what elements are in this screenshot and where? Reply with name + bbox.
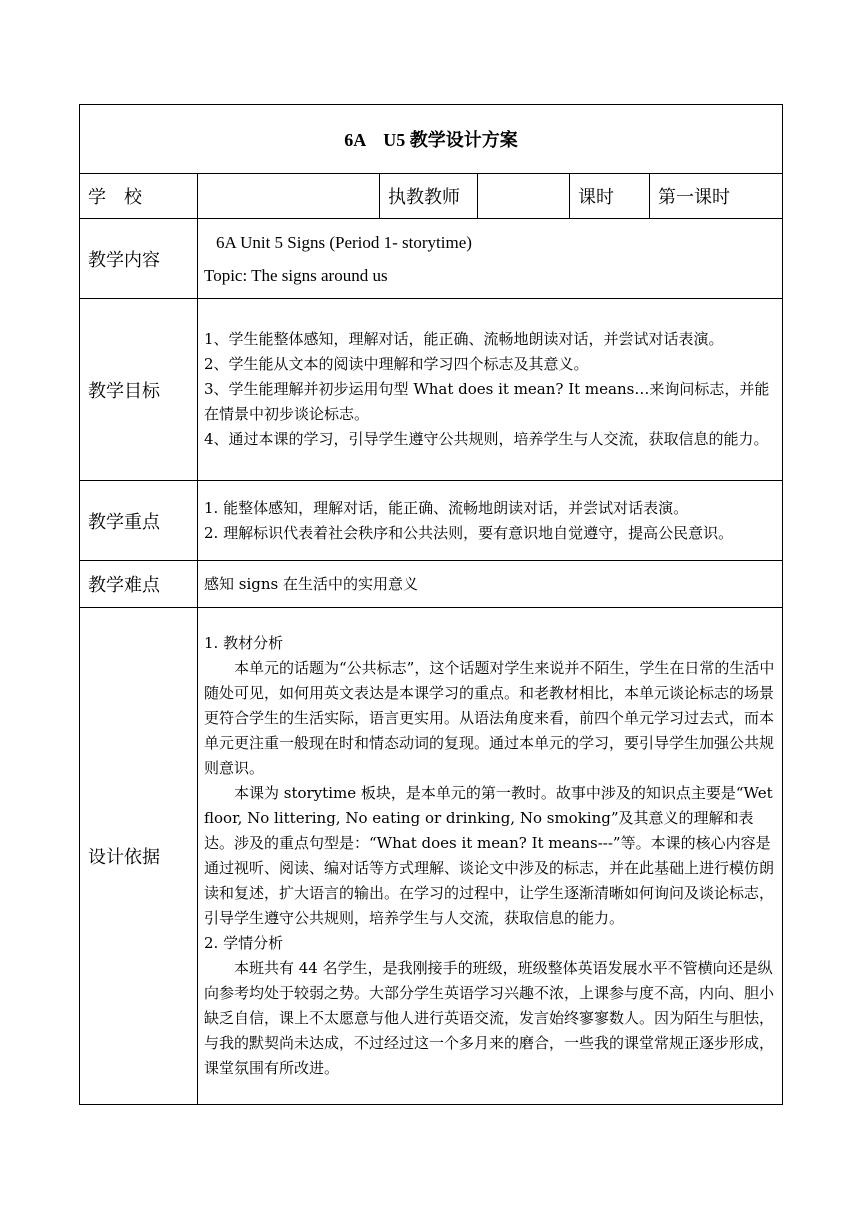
school-value [198,174,380,219]
key-point-item-1: 1. 能整体感知，理解对话，能正确、流畅地朗读对话，并尝试对话表演。 [204,498,689,517]
objective-item-4: 4、通过本课的学习，引导学生遵守公共规则，培养学生与人交流，获取信息的能力。 [204,430,769,448]
content-line-2: Topic: The signs around us [204,265,388,285]
content-cell [198,219,783,299]
difficulties-label: 教学难点 [80,561,198,608]
key-points-label: 教学重点 [80,481,198,561]
basis-section1-title: 1. 教材分析 [204,634,284,652]
document-title: 6A U5 教学设计方案 [80,105,783,174]
basis-label: 设计依据 [80,608,198,1105]
basis-section1-paragraph1: 本单元的话题为“公共标志”，这个话题对学生来说并不陌生，学生在日常的生活中随处可见，如何用英文表达是本课学习的重点。和老教材相比，本单元谈论标志的场景更符合学生的生活实际，语言更实用。从语法角度来看，前四个单元学习过去式，而本单元更注重一般现在时和情态动词的复现。通过本单元的学习，要引导学生加强公共规则意识。 [204,659,775,777]
teacher-label: 执教教师 [380,174,478,219]
objectives-label: 教学目标 [80,299,198,481]
objective-item-3: 3、学生能理解并初步运用句型 What does it mean? It means…来询问标志，并能在情景中初步谈论标志。 [204,380,770,423]
objective-item-2: 2、学生能从文本的阅读中理解和学习四个标志及其意义。 [204,355,589,373]
basis-cell [198,608,783,1105]
objectives-cell [198,299,783,481]
lesson-plan-table [79,104,783,1105]
objective-item-1: 1、学生能整体感知，理解对话，能正确、流畅地朗读对话，并尝试对话表演。 [204,330,724,348]
content-label: 教学内容 [80,219,198,299]
basis-section1-paragraph2: 本课为 storytime 板块，是本单元的第一教时。故事中涉及的知识点主要是“Wet floor, No littering, No eating or drinking, No smoking”及其意义的理解和表达。涉及的重点句型是：“What does it mean? It means---”等。本课的核心内容是通过视听、阅读、编对话等方式理解、谈论文中涉及的标志，并在此基础上进行模仿朗读和复述，扩大语言的输出。在学习的过程中，让学生逐渐清晰如何询问及谈论标志，引导学生遵守公共规则，培养学生与人交流，获取信息的能力。 [204,784,775,927]
period-value: 第一课时 [650,174,783,219]
basis-section2-paragraph1: 本班共有 44 名学生，是我刚接手的班级，班级整体英语发展水平不管横向还是纵向参考均处于较弱之势。大部分学生英语学习兴趣不浓，上课参与度不高，内向、胆小缺乏自信，课上不太愿意与他人进行英语交流，发言始终寥寥数人。因为陌生与胆怯，与我的默契尚未达成，不过经过这一个多月来的磨合，一些我的课堂常规正逐步形成，课堂氛围有所改进。 [204,959,775,1077]
teacher-value [478,174,570,219]
difficulties-text: 感知 signs 在生活中的实用意义 [198,561,783,608]
school-label: 学 校 [80,174,198,219]
content-line-1: 6A Unit 5 Signs (Period 1- storytime) [216,232,472,252]
key-points-cell [198,481,783,561]
basis-section2-title: 2. 学情分析 [204,934,284,952]
key-point-item-2: 2. 理解标识代表着社会秩序和公共法则，要有意识地自觉遵守，提高公民意识。 [204,523,734,542]
period-label: 课时 [570,174,650,219]
